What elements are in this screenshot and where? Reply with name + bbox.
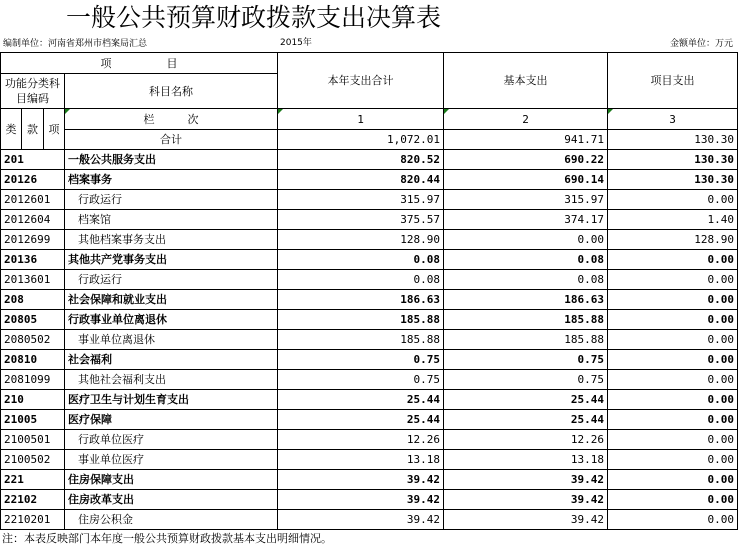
table-row	[1, 410, 738, 430]
table-row	[1, 270, 738, 290]
row-total: 128.90	[278, 230, 444, 250]
table-row	[1, 450, 738, 470]
row-total: 12.26	[278, 430, 444, 450]
row-project: 130.30	[608, 170, 738, 190]
row-project: 0.00	[608, 370, 738, 390]
row-project: 0.00	[608, 490, 738, 510]
row-total: 0.08	[278, 270, 444, 290]
row-total: 186.63	[278, 290, 444, 310]
row-basic: 12.26	[444, 430, 608, 450]
row-code: 2013601	[1, 270, 65, 290]
row-subject-name: 医疗保障	[65, 410, 278, 430]
row-subject-name: 档案事务	[65, 170, 278, 190]
amount-unit: 金额单位：万元	[669, 39, 733, 49]
row-total: 185.88	[278, 310, 444, 330]
column-order-header: 栏 次	[65, 109, 278, 130]
subject-name-header: 科目名称	[65, 74, 278, 109]
table-row	[1, 250, 738, 270]
table-row	[1, 510, 738, 530]
row-total: 375.57	[278, 210, 444, 230]
row-total: 0.75	[278, 370, 444, 390]
xiang-header: 项	[44, 109, 65, 150]
row-total: 185.88	[278, 330, 444, 350]
basic-header: 基本支出	[444, 53, 608, 109]
table-row	[1, 170, 738, 190]
table-row	[1, 490, 738, 510]
total-header: 本年支出合计	[278, 53, 444, 109]
row-total: 0.75	[278, 350, 444, 370]
row-total: 315.97	[278, 190, 444, 210]
row-project: 0.00	[608, 290, 738, 310]
row-total: 0.08	[278, 250, 444, 270]
expenditure-table	[0, 52, 738, 530]
item-header: 项 目	[1, 53, 278, 74]
row-code: 22102	[1, 490, 65, 510]
row-basic: 690.14	[444, 170, 608, 190]
header-row-columns	[1, 109, 738, 130]
total-row-project: 130.30	[608, 130, 738, 150]
row-code: 2100501	[1, 430, 65, 450]
row-basic: 690.22	[444, 150, 608, 170]
table-row	[1, 390, 738, 410]
table-row	[1, 470, 738, 490]
row-project: 0.00	[608, 330, 738, 350]
row-basic: 25.44	[444, 410, 608, 430]
row-basic: 39.42	[444, 470, 608, 490]
row-basic: 186.63	[444, 290, 608, 310]
row-subject-name: 事业单位医疗	[65, 450, 278, 470]
table-row	[1, 330, 738, 350]
row-project: 0.00	[608, 450, 738, 470]
header-row-item	[1, 53, 738, 74]
row-project: 0.00	[608, 430, 738, 450]
row-code: 201	[1, 150, 65, 170]
row-basic: 0.00	[444, 230, 608, 250]
row-project: 0.00	[608, 190, 738, 210]
total-row-total: 1,072.01	[278, 130, 444, 150]
row-project: 0.00	[608, 410, 738, 430]
lei-header: 类	[1, 109, 22, 150]
row-project: 0.00	[608, 270, 738, 290]
row-subject-name: 住房保障支出	[65, 470, 278, 490]
row-code: 221	[1, 470, 65, 490]
table-note: 注：本表反映部门本年度一般公共预算财政拨款基本支出明细情况。	[2, 532, 332, 545]
row-project: 130.30	[608, 150, 738, 170]
report-year: 2015年	[280, 38, 312, 48]
total-row-basic: 941.71	[444, 130, 608, 150]
page-title: 一般公共预算财政拨款支出决算表	[66, 3, 442, 32]
row-code: 20126	[1, 170, 65, 190]
row-total: 39.42	[278, 510, 444, 530]
row-total: 39.42	[278, 490, 444, 510]
row-basic: 25.44	[444, 390, 608, 410]
row-project: 0.00	[608, 470, 738, 490]
table-row	[1, 190, 738, 210]
col3-number: 3	[608, 109, 738, 130]
total-row	[1, 130, 738, 150]
row-subject-name: 档案馆	[65, 210, 278, 230]
compiling-unit: 编制单位：河南省郑州市档案局汇总	[3, 39, 148, 49]
row-total: 25.44	[278, 390, 444, 410]
row-subject-name: 住房改革支出	[65, 490, 278, 510]
row-code: 208	[1, 290, 65, 310]
row-subject-name: 行政运行	[65, 190, 278, 210]
row-subject-name: 一般公共服务支出	[65, 150, 278, 170]
kuan-header: 款	[22, 109, 44, 150]
row-basic: 39.42	[444, 510, 608, 530]
table-row	[1, 290, 738, 310]
table-row	[1, 230, 738, 250]
row-total: 13.18	[278, 450, 444, 470]
table-row	[1, 310, 738, 330]
row-basic: 185.88	[444, 330, 608, 350]
row-total: 820.52	[278, 150, 444, 170]
row-code: 2012601	[1, 190, 65, 210]
row-code: 20810	[1, 350, 65, 370]
row-project: 128.90	[608, 230, 738, 250]
row-code: 2012604	[1, 210, 65, 230]
row-subject-name: 社会保障和就业支出	[65, 290, 278, 310]
row-subject-name: 其他社会福利支出	[65, 370, 278, 390]
row-basic: 13.18	[444, 450, 608, 470]
row-subject-name: 事业单位离退休	[65, 330, 278, 350]
row-subject-name: 住房公积金	[65, 510, 278, 530]
table-row	[1, 150, 738, 170]
row-code: 2080502	[1, 330, 65, 350]
col2-number: 2	[444, 109, 608, 130]
row-project: 0.00	[608, 310, 738, 330]
row-basic: 39.42	[444, 490, 608, 510]
row-basic: 374.17	[444, 210, 608, 230]
table-row	[1, 370, 738, 390]
row-code: 2100502	[1, 450, 65, 470]
row-code: 2012699	[1, 230, 65, 250]
row-subject-name: 行政事业单位离退休	[65, 310, 278, 330]
table-row	[1, 430, 738, 450]
row-project: 0.00	[608, 510, 738, 530]
row-total: 25.44	[278, 410, 444, 430]
row-basic: 185.88	[444, 310, 608, 330]
row-subject-name: 行政运行	[65, 270, 278, 290]
row-project: 0.00	[608, 250, 738, 270]
project-header: 项目支出	[608, 53, 738, 109]
row-subject-name: 社会福利	[65, 350, 278, 370]
total-row-label: 合计	[65, 130, 278, 150]
row-project: 1.40	[608, 210, 738, 230]
row-subject-name: 行政单位医疗	[65, 430, 278, 450]
row-project: 0.00	[608, 390, 738, 410]
row-total: 820.44	[278, 170, 444, 190]
row-basic: 0.08	[444, 250, 608, 270]
row-subject-name: 其他档案事务支出	[65, 230, 278, 250]
row-basic: 0.75	[444, 370, 608, 390]
row-basic: 0.75	[444, 350, 608, 370]
col1-number: 1	[278, 109, 444, 130]
row-code: 2081099	[1, 370, 65, 390]
row-subject-name: 医疗卫生与计划生育支出	[65, 390, 278, 410]
row-basic: 0.08	[444, 270, 608, 290]
row-code: 210	[1, 390, 65, 410]
row-project: 0.00	[608, 350, 738, 370]
row-total: 39.42	[278, 470, 444, 490]
row-code: 20136	[1, 250, 65, 270]
row-code: 20805	[1, 310, 65, 330]
row-basic: 315.97	[444, 190, 608, 210]
row-code: 2210201	[1, 510, 65, 530]
row-subject-name: 其他共产党事务支出	[65, 250, 278, 270]
func-code-header: 功能分类科目编码	[1, 74, 65, 109]
row-code: 21005	[1, 410, 65, 430]
table-row	[1, 350, 738, 370]
table-row	[1, 210, 738, 230]
